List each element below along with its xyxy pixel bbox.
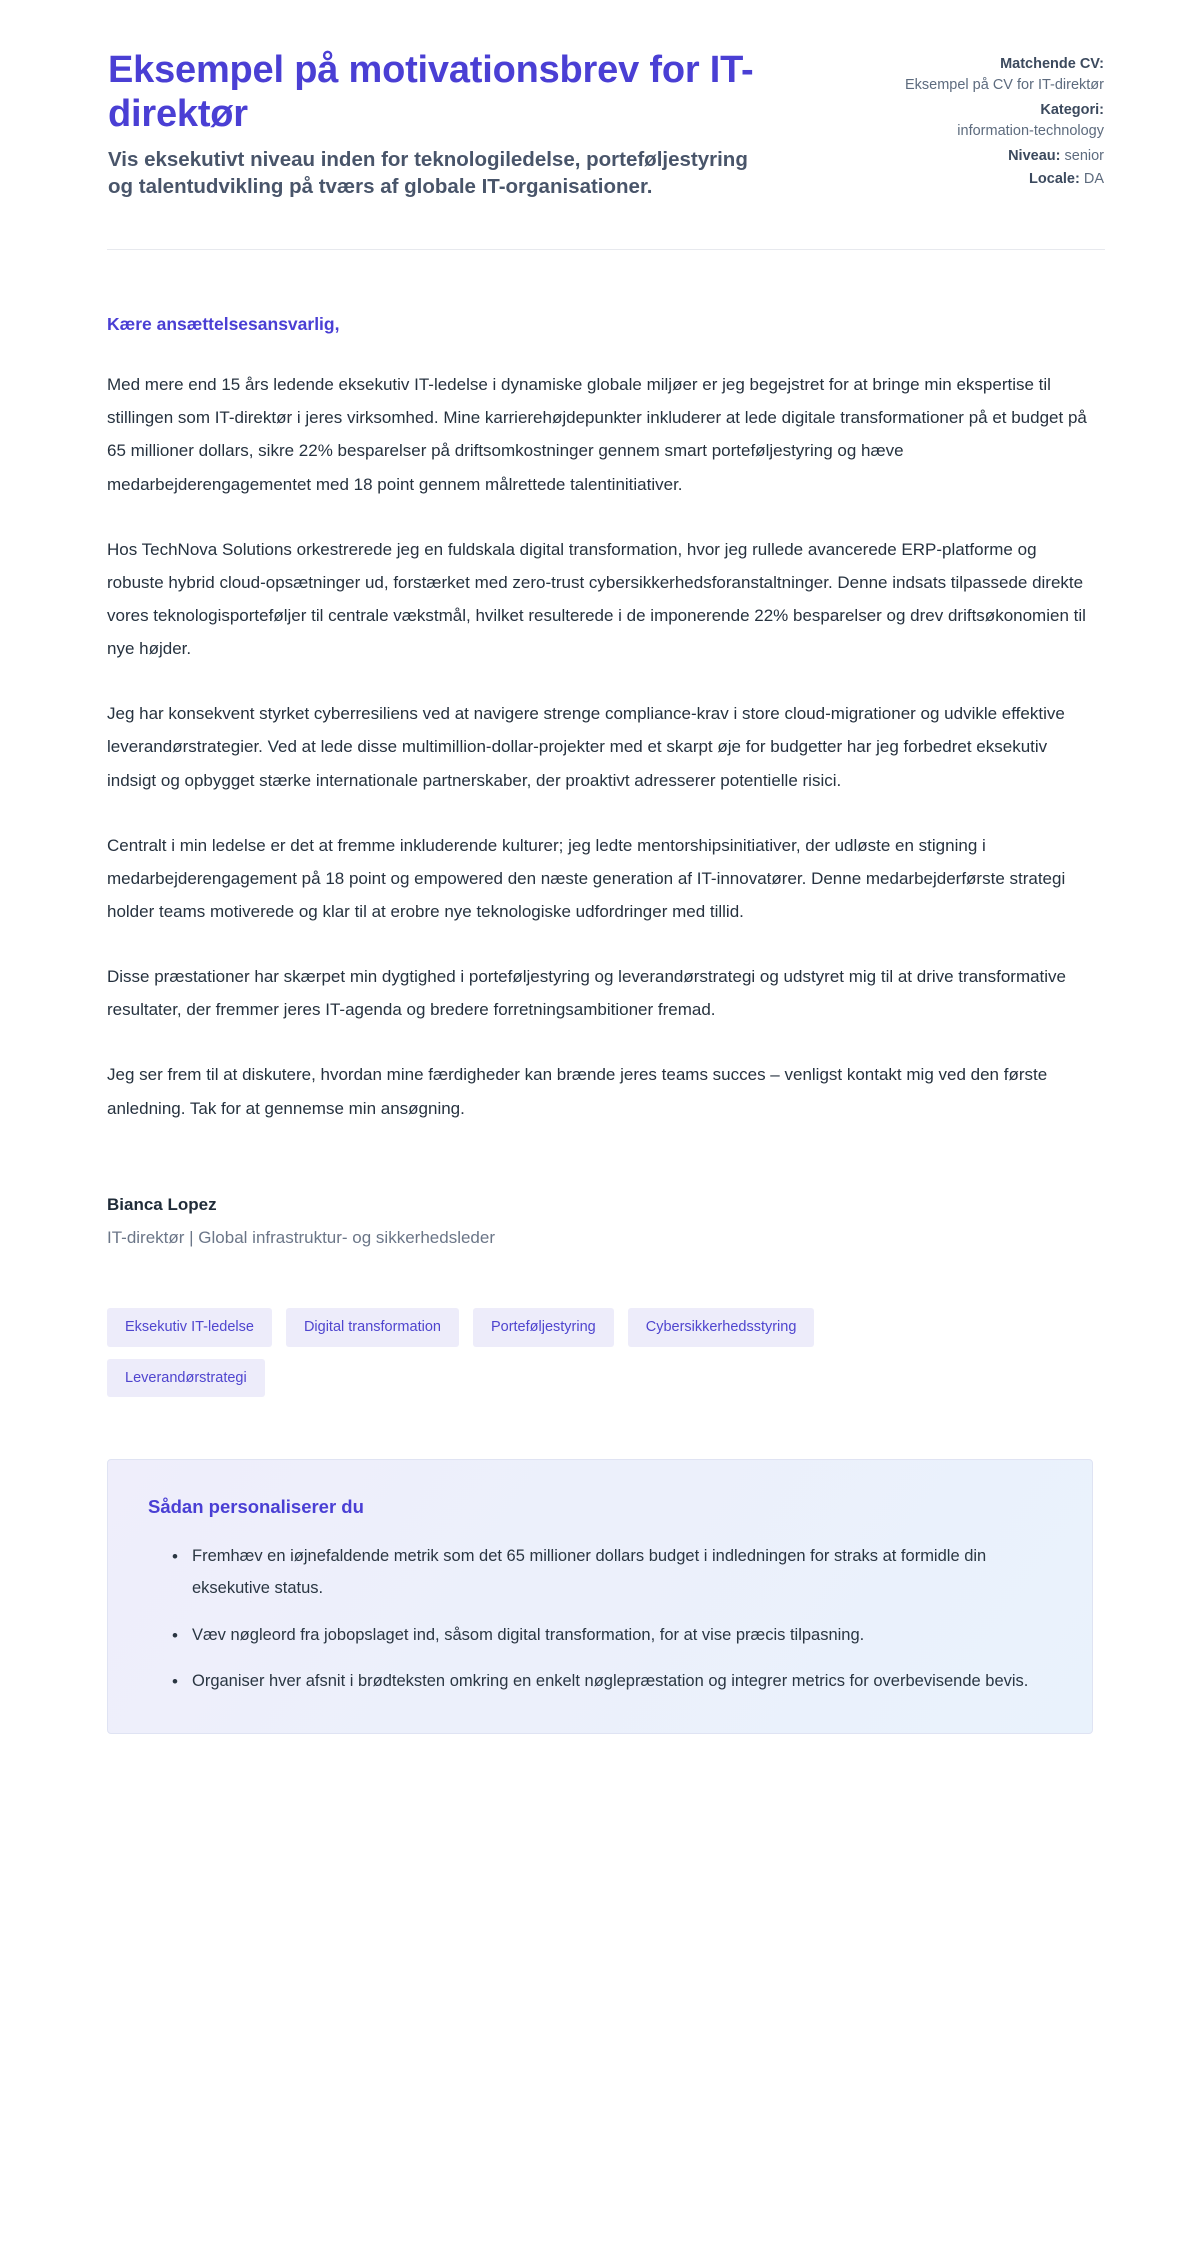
letter-greeting: Kære ansættelsesansvarlig,: [107, 313, 340, 334]
level-label: Niveau:: [1008, 148, 1061, 165]
callout-tip-item: • Væv nøgleord fra jobopslaget ind, såsom digital transformation, for at vise præcis tilpasning.: [172, 1619, 1052, 1651]
tag-chip[interactable]: Eksekutiv IT-ledelse: [107, 1308, 272, 1347]
personalization-callout: [107, 1459, 1093, 1734]
tag-chip[interactable]: Digital transformation: [286, 1308, 459, 1347]
metadata-locale: [904, 169, 1104, 190]
category-value: information-technology: [957, 123, 1104, 140]
signature-name: Bianca Lopez: [107, 1194, 217, 1214]
metadata-matching-cv: [904, 54, 1104, 96]
letter-paragraph: Med mere end 15 års ledende eksekutiv IT-ledelse i dynamiske globale miljøer er jeg begejstret for at bringe min ekspertise til stillingen som IT-direktør i jeres virksomhed. Mine karrierehøjdepunkter inkluderer at lede digitale transformationer på et budget på 65 millioner dollars, sikre 22% besparelser på driftsomkostninger gennem smart porteføljestyring og hæve medarbejderengagementet med 18 point gennem målrettede talentinitiativer.: [107, 375, 1087, 494]
locale-value: DA: [1083, 171, 1104, 188]
tag-chip[interactable]: Leverandørstrategi: [107, 1359, 265, 1398]
document-metadata-panel: [904, 48, 1104, 192]
header-divider: [107, 249, 1105, 250]
category-label: Kategori:: [1040, 102, 1104, 119]
letter-paragraph: Jeg har konsekvent styrket cyberresiliens ved at navigere strenge compliance-krav i store cloud-migrationer og udvikle effektive leverandørstrategier. Ved at lede disse multimillion-dollar-projekter med et skarpt øje for budgetter har jeg forbedret eksekutiv indsigt og opbygget stærke internationale partnerskaber, der proaktivt adresserer potentielle risici.: [107, 704, 1065, 790]
header-title-block: [108, 48, 864, 201]
level-value: senior: [1064, 148, 1104, 165]
callout-tip-item: • Fremhæv en iøjnefaldende metrik som det 65 millioner dollars budget i indledningen for straks at formidle din eksekutive status.: [172, 1540, 1052, 1604]
tag-chip[interactable]: Porteføljestyring: [473, 1308, 614, 1347]
letter-paragraph: Disse præstationer har skærpet min dygtighed i porteføljestyring og leverandørstrategi og udstyret mig til at drive transformative resultater, der fremmer jeres IT-agenda og bredere forretningsambitioner fremad.: [107, 967, 1067, 1020]
matching-cv-value[interactable]: Eksempel på CV for IT-direktør: [904, 77, 1104, 94]
metadata-level: [904, 146, 1104, 167]
callout-tip-item: • Organiser hver afsnit i brødteksten omkring en enkelt nøglepræstation og integrer metrics for overbevisende bevis.: [172, 1665, 1052, 1697]
signature-block: [0, 1193, 1200, 1251]
letter-paragraph: Jeg ser frem til at diskutere, hvordan mine færdigheder kan brænde jeres teams succes – venligst kontakt mig ved den første anledning. Tak for at gennemse min ansøgning.: [107, 1065, 1048, 1118]
letter-paragraph: Centralt i min ledelse er det at fremme inkluderende kulturer; jeg ledte mentorshipsinitiativer, der udløste en stigning i medarbejderengagement på 18 point og empowered den næste generation af IT-innovatører. Denne medarbejderførste strategi holder teams motiverede og klar til at erobre nye teknologiske udfordringer med tillid.: [107, 835, 1066, 921]
tag-list: [0, 1308, 1000, 1397]
letter-body: [0, 312, 1200, 1125]
callout-title: Sådan personaliserer du: [148, 1496, 364, 1518]
page-title: Eksempel på motivationsbrev for IT-direktør: [108, 49, 754, 136]
callout-tip-list: [148, 1540, 1052, 1697]
metadata-category: [904, 100, 1104, 142]
page-subtitle: Vis eksekutivt niveau inden for teknologiledelse, porteføljestyring og talentudvikling på tværs af globale IT-organisationer.: [108, 148, 748, 199]
tag-chip[interactable]: Cybersikkerhedsstyring: [628, 1308, 815, 1347]
signature-role: IT-direktør | Global infrastruktur- og sikkerhedsleder: [107, 1228, 495, 1248]
locale-label: Locale:: [1029, 171, 1080, 188]
letter-paragraph: Hos TechNova Solutions orkestrerede jeg en fuldskala digital transformation, hvor jeg rullede avancerede ERP-platforme og robuste hybrid cloud-opsætninger ud, forstærket med zero-trust cybersikkerhedsforanstaltninger. Denne indsats tilpassede direkte vores teknologisporteføljer til centrale vækstmål, hvilket resulterede i de imponerende 22% besparelser og drev driftsøkonomien til nye højder.: [107, 539, 1086, 659]
matching-cv-label: Matchende CV:: [1000, 56, 1104, 72]
page-header: [0, 0, 1200, 201]
